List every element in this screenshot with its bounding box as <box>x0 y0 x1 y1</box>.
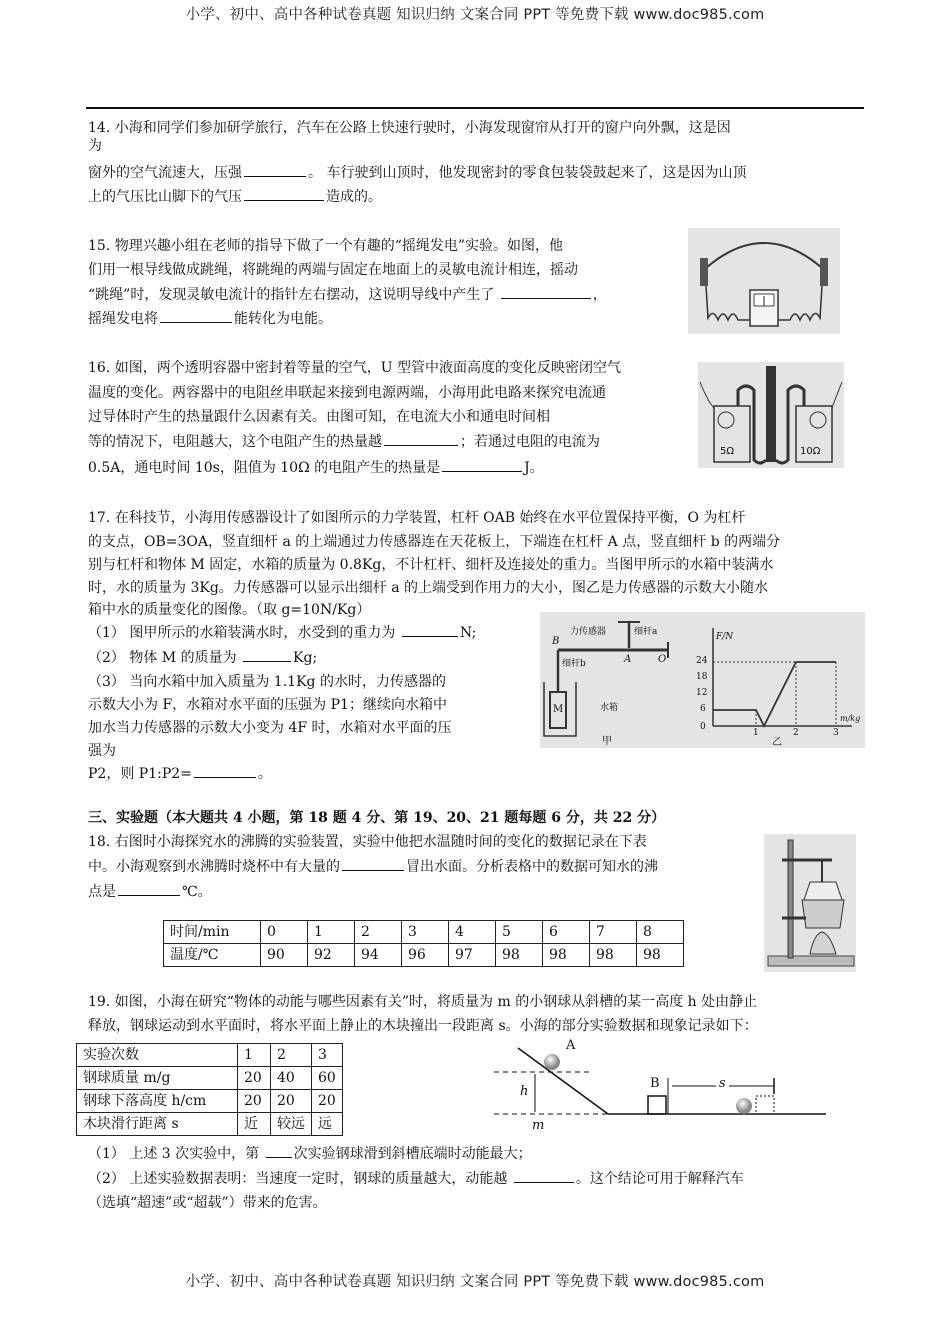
q16-line: 0.5A，通电时间 10s，阻值为 10Ω 的电阻产生的热量是 J。 <box>88 457 544 478</box>
page-footer: 小学、初中、高中各种试卷真题 知识归纳 文案合同 PPT 等免费下载 www.doc985.com <box>185 1274 765 1290</box>
q19-sub-3: （选填“超速”或“超载”）带来的危害。 <box>88 1195 327 1211</box>
q19-sub-2: （2） 上述实验数据表明：当速度一定时，钢球的质量越大，动能越 。这个结论可用于解释汽车 <box>88 1168 744 1189</box>
q17-sub-3: 强为 <box>88 743 116 759</box>
point-o-label: O <box>658 654 667 665</box>
table-row: 钢球质量 m/g 20 40 60 <box>77 1067 343 1090</box>
q18-line: 18. 右图时小海探究水的沸腾的实验装置，实验中他把水温随时间的变化的数据记录在下表 <box>88 834 647 850</box>
answer-blank[interactable] <box>243 647 291 662</box>
resistor-10-label: 10Ω <box>800 446 821 457</box>
q16-line: 16. 如图，两个透明容器中密封着等量的空气，U 型管中液面高度的变化反映密闭空气 <box>88 360 621 376</box>
q17-sub-3: P2，则 P1:P2= 。 <box>88 763 272 784</box>
height-h-label: h <box>520 1084 529 1099</box>
q16-line: 温度的变化。两容器中的电阻丝串联起来接到电源两端，小海用此电路来探究电流通 <box>88 385 606 401</box>
point-a-label: A <box>566 1038 576 1053</box>
q15-line: “跳绳”时，发现灵敏电流计的指针左右摆动，这说明导线中产生了 ， <box>88 284 607 305</box>
ramp-figure <box>490 1038 830 1138</box>
water-tank-label: 水箱 <box>600 703 619 713</box>
x-axis-label: m/kg <box>840 714 861 723</box>
y-tick: 6 <box>700 704 706 714</box>
jump-rope-illustration <box>688 228 840 334</box>
y-tick: 0 <box>700 722 706 732</box>
q17-sub-3: 示数大小为 F，水箱对水平面的压强为 P1；继续向水箱中 <box>88 697 447 713</box>
figure-jia-caption: 甲 <box>602 736 612 747</box>
q14-line: 窗外的空气流速大，压强 。 车行驶到山顶时，他发现密封的零食包装袋鼓起来了，这是因为山顶 <box>88 162 746 183</box>
q17-sub-2: （2） 物体 M 的质量为 Kg; <box>88 647 317 668</box>
temperature-table <box>163 920 684 967</box>
answer-blank[interactable] <box>442 457 522 472</box>
distance-s-label: s <box>716 1076 729 1091</box>
q17-line: 17. 在科技节，小海用传感器设计了如图所示的力学装置，杠杆 OAB 始终在水平位置保持平衡，O 为杠杆 <box>88 510 746 526</box>
kinetic-energy-table <box>76 1043 343 1136</box>
jump-rope-figure <box>688 228 840 334</box>
answer-blank[interactable] <box>501 284 591 299</box>
mass-m-label: m <box>532 1118 545 1133</box>
page-header: 小学、初中、高中各种试卷真题 知识归纳 文案合同 PPT 等免费下载 www.doc985.com <box>185 7 765 23</box>
point-b-label: B <box>552 636 560 647</box>
q17-line: 时，水的质量为 3Kg。力传感器可以显示出细杆 a 的上端受到作用力的大小，图乙是力传感器的示数大小随水 <box>88 580 769 596</box>
table-row: 木块滑行距离 s 近 较远 远 <box>77 1113 343 1136</box>
header-rule <box>86 107 864 109</box>
q17-line: 箱中水的质量变化的图像。（取 g=10N/Kg） <box>88 602 371 618</box>
figure-yi-caption: 乙 <box>772 737 782 748</box>
joule-heating-figure <box>698 362 844 468</box>
q14-line: 为 <box>88 138 102 154</box>
q15-line: 摇绳发电将 能转化为电能。 <box>88 308 332 329</box>
answer-blank[interactable] <box>266 1143 292 1158</box>
q16-line: 过导体时产生的热量跟什么因素有关。由图可知，在电流大小和通电时间相 <box>88 409 550 425</box>
q19-line: 释放，钢球运动到水平面时，将水平面上静止的木块撞出一段距离 s。小海的部分实验数据和现象记录如下： <box>88 1018 758 1034</box>
answer-blank[interactable] <box>384 431 458 446</box>
q14-line: 14. 小海和同学们参加研学旅行，汽车在公路上快速行驶时，小海发现窗帘从打开的窗户向外飘，这是因 <box>88 120 731 136</box>
table-row: 钢球下落高度 h/cm 20 20 20 <box>77 1090 343 1113</box>
x-tick: 1 <box>753 728 759 738</box>
q15-line: 们用一根导线做成跳绳，将跳绳的两端与固定在地面上的灵敏电流计相连，摇动 <box>88 262 578 278</box>
q19-sub-1: （1） 上述 3 次实验中，第 次实验钢球滑到斜槽底端时动能最大； <box>88 1143 532 1164</box>
q18-line: 中。小海观察到水沸腾时烧杯中有大量的 冒出水面。分析表格中的数据可知水的沸 <box>88 856 658 877</box>
table-row: 时间/min 0 1 2 3 4 5 6 7 8 <box>164 921 684 944</box>
force-sensor-label: 力传感器 <box>570 627 607 637</box>
x-tick: 3 <box>833 728 839 738</box>
boiling-apparatus-figure <box>764 834 856 972</box>
q18-line: 点是 ℃。 <box>88 881 212 902</box>
answer-blank[interactable] <box>160 308 232 323</box>
y-tick: 18 <box>696 672 708 682</box>
q16-line: 等的情况下，电阻越大，这个电阻产生的热量越 ；若通过电阻的电流为 <box>88 431 600 452</box>
answer-blank[interactable] <box>194 763 256 778</box>
point-a-label: A <box>624 654 632 665</box>
block-b-label: B <box>650 1076 660 1091</box>
q17-sub-3: 加水当力传感器的示数大小变为 4F 时，水箱对水平面的压 <box>88 720 452 736</box>
answer-blank[interactable] <box>402 622 458 637</box>
rod-b-label: 细杆b <box>562 659 586 669</box>
answer-blank[interactable] <box>244 162 306 177</box>
rod-a-label: 细杆a <box>634 627 658 637</box>
q17-line: 的支点，OB=3OA，竖直细杆 a 的上端通过力传感器连在天花板上，下端连在杠杆 A 点，竖直细杆 b 的两端分 <box>88 534 781 550</box>
q14-line: 上的气压比山脚下的气压 造成的。 <box>88 186 382 207</box>
q17-sub-3: （3） 当向水箱中加入质量为 1.1Kg 的水时，力传感器的 <box>88 674 446 690</box>
q19-line: 19. 如图，小海在研究“物体的动能与哪些因素有关”时，将质量为 m 的小钢球从斜槽的某一高度 h 处由静止 <box>88 994 758 1010</box>
answer-blank[interactable] <box>342 856 404 871</box>
q15-line: 15. 物理兴趣小组在老师的指导下做了一个有趣的“摇绳发电”实验。如图，他 <box>88 238 564 254</box>
object-m-label: M <box>553 704 564 715</box>
answer-blank[interactable] <box>244 186 324 201</box>
answer-blank[interactable] <box>514 1168 574 1183</box>
table-row: 温度/℃ 90 92 94 96 97 98 98 98 98 <box>164 944 684 967</box>
answer-blank[interactable] <box>118 881 180 896</box>
resistor-5-label: 5Ω <box>720 446 735 457</box>
y-axis-label: F/N <box>716 632 734 642</box>
q17-sub-1: （1） 图甲所示的水箱装满水时，水受到的重力为 N; <box>88 622 476 643</box>
table-row: 实验次数 1 2 3 <box>77 1044 343 1067</box>
boiling-apparatus-illustration <box>764 834 856 972</box>
y-tick: 24 <box>696 656 708 666</box>
section-3-title: 三、实验题（本大题共 4 小题，第 18 题 4 分、第 19、20、21 题每题 6 分，共 22 分） <box>88 810 666 826</box>
lever-figure <box>540 612 865 748</box>
y-tick: 12 <box>696 688 708 698</box>
q17-line: 别与杠杆和物体 M 固定，水箱的质量为 0.8Kg，不计杠杆、细杆及连接处的重力。当图甲所示的水箱中装满水 <box>88 557 774 573</box>
x-tick: 2 <box>793 728 799 738</box>
